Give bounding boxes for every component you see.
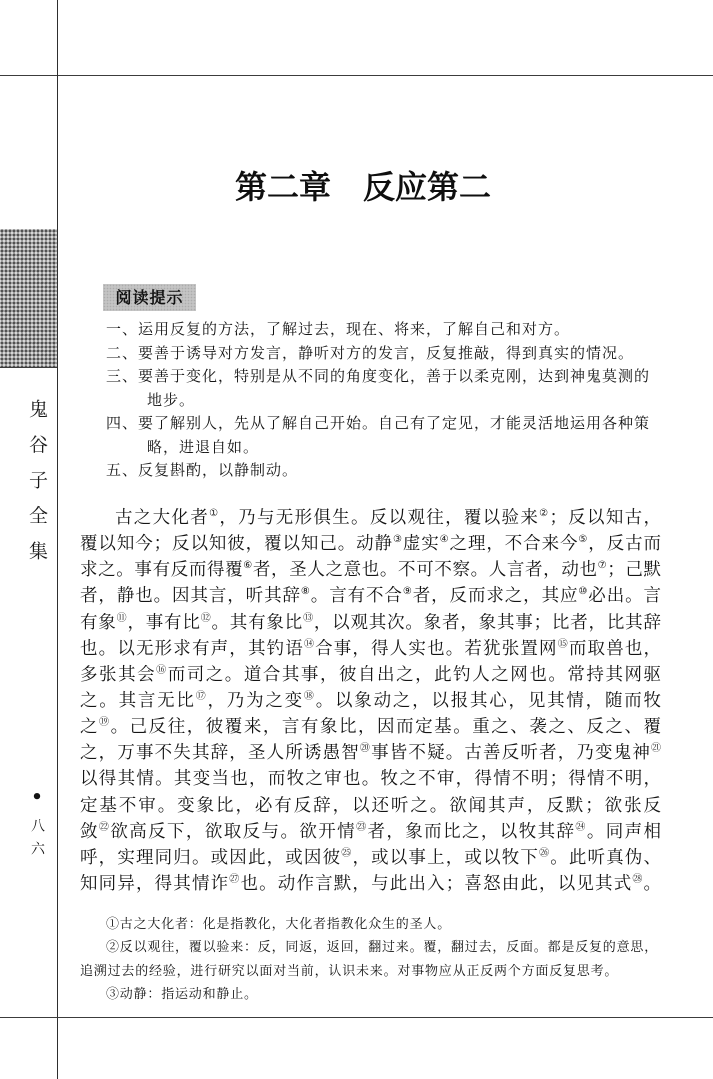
footnote-ref: ㉓ bbox=[356, 821, 368, 833]
reading-tip-item bbox=[106, 342, 686, 366]
footnote-line: ②反以观往，覆以验来：反，同返，返回，翻过来。覆，翻过去，反面。都是反复的意思， bbox=[106, 940, 659, 956]
text-line: 敛$^㉒$欲高反下，欲取反与。欲开情$^㉓$者，象而比之，以牧其辞$^㉔$。同声相 bbox=[80, 821, 662, 842]
text-line: 求之。事有反而得覆⑥者，圣人之意也。不可不察。人言者，动也⑦；己默 bbox=[80, 560, 662, 581]
footnote-ref: ⑥ bbox=[243, 560, 253, 572]
text-line: 之。其言无比⑰，乃为之变⑱。以象动之，以报其心，见其情，随而牧 bbox=[80, 690, 662, 711]
text-line: 之⑲。己反往，彼覆来，言有象比，因而定基。重之、袭之、反之、覆 bbox=[80, 717, 662, 738]
footnote-item bbox=[80, 913, 680, 936]
text-line: 多张其会⑯而司之。道合其事，彼自出之，此钓人之网也。常持其网驱 bbox=[80, 664, 662, 685]
footnote-ref: ㉒ bbox=[98, 821, 111, 833]
footnote-line: ①古之大化者：化是指教化，大化者指教化众生的圣人。 bbox=[106, 917, 452, 932]
reading-tips-label: 阅读提示 bbox=[103, 284, 196, 311]
text-line: 定基不审。变象比，必有反辞，以还听之。欲闻其声，反默；欲张反 bbox=[80, 795, 661, 816]
reading-tip-item bbox=[106, 318, 686, 342]
footnote-ref: ② bbox=[539, 508, 550, 519]
page-number: 八六 bbox=[29, 818, 45, 864]
footnote-ref: ㉖ bbox=[539, 847, 551, 859]
footnote-ref: ⑬ bbox=[303, 612, 314, 624]
footnote-item bbox=[80, 936, 680, 983]
footnote-ref: ⑮ bbox=[557, 638, 569, 650]
footnote-ref: ㉗ bbox=[229, 873, 241, 885]
footnote-ref: ④ bbox=[439, 534, 450, 546]
footnote-ref: ⑲ bbox=[99, 717, 111, 729]
text-line: 覆以知今；反以知彼，覆以知己。动静③虚实④之理，不合来今⑤，反古而 bbox=[80, 534, 662, 555]
reading-tips-list bbox=[106, 318, 686, 483]
side-book-title: 鬼谷子全集 bbox=[26, 399, 48, 577]
reading-tip-continuation: 略，进退自如。 bbox=[147, 437, 260, 456]
footnote-ref: ① bbox=[209, 508, 220, 519]
footnote-ref: ㉔ bbox=[575, 821, 587, 833]
reading-tip-line: 五、反复斟酌，以静制动。 bbox=[106, 461, 299, 479]
footnote-ref: ③ bbox=[392, 534, 403, 546]
footnote-ref: ⑧ bbox=[300, 586, 311, 598]
reading-tip-line: 一、运用反复的方法，了解过去，现在、将来，了解自己和对方。 bbox=[106, 320, 571, 338]
footnote-item bbox=[80, 983, 680, 1006]
halftone-thumb-tab bbox=[0, 229, 57, 368]
footnotes bbox=[80, 913, 680, 1006]
footer-rule bbox=[0, 1017, 713, 1018]
text-line: 也。以无形求有声，其钓语⑭合事，得人实也。若犹张置网⑮而取兽也， bbox=[80, 638, 662, 659]
footnote-ref: ⑪ bbox=[116, 612, 128, 624]
footnote-ref: ⑳ bbox=[359, 743, 372, 755]
footnote-continuation: 追溯过去的经验，进行研究以面对当前，认识未来。对事物应从正反两个方面反复思考。 bbox=[80, 963, 619, 979]
footnote-ref: ⑦ bbox=[597, 560, 608, 572]
footnote-ref: ⑩ bbox=[578, 586, 589, 598]
text-line: 有象⑪，事有比⑫。其有象比⑬，以观其次。象者，象其事；比者，比其辞 bbox=[80, 612, 661, 633]
page-number-bullet: • bbox=[31, 787, 43, 808]
footnote-ref: ⑤ bbox=[578, 534, 589, 546]
footnote-line: ③动静：指运动和静止。 bbox=[106, 986, 258, 1002]
reading-tip-line: 四、要了解别人，先从了解自己开始。自己有了定见，才能灵活地运用各种策 bbox=[106, 414, 651, 432]
footnote-ref: ⑨ bbox=[402, 586, 413, 598]
reading-tip-continuation: 地步。 bbox=[147, 390, 196, 409]
footnote-ref: ⑱ bbox=[303, 690, 316, 702]
margin-rule bbox=[57, 0, 58, 1079]
footnote-ref: ⑫ bbox=[200, 612, 212, 624]
reading-tip-item bbox=[106, 412, 686, 459]
footnote-ref: ㉕ bbox=[341, 847, 353, 859]
text-line: 古之大化者①，乃与无形俱生。反以观往，覆以验来②；反以知古， bbox=[115, 508, 661, 528]
reading-tip-line: 二、要善于诱导对方发言，静听对方的发言，反复推敲，得到真实的情况。 bbox=[106, 343, 635, 362]
reading-tip-item bbox=[106, 365, 686, 412]
text-line: 之，万事不失其辞，圣人所诱愚智⑳事皆不疑。古善反听者，乃变鬼神$^㉑$ bbox=[80, 743, 662, 764]
header-rule bbox=[0, 75, 713, 76]
footnote-ref: ⑰ bbox=[195, 690, 208, 702]
reading-tip-line: 三、要善于变化，特别是从不同的角度变化，善于以柔克刚，达到神鬼莫测的 bbox=[106, 367, 651, 385]
footnote-ref: ⑭ bbox=[303, 638, 316, 650]
chapter-title: 第二章 反应第二 bbox=[235, 168, 492, 206]
footnote-ref: ⑯ bbox=[156, 664, 168, 676]
text-line: 呼，实理同归。或因此，或因彼$^㉕$，或以事上，或以牧下$^㉖$。此听真伪、 bbox=[80, 847, 662, 868]
reading-tip-item bbox=[106, 459, 686, 483]
footnote-ref: ㉘ bbox=[632, 873, 644, 885]
main-text bbox=[80, 505, 661, 897]
text-line: 知同异，得其情诈$^㉗$也。动作言默，与此出入；喜怒由此，以见其式$^㉘$。 bbox=[80, 873, 662, 894]
text-line: 以得其情。其变当也，而牧之审也。牧之不审，得情不明；得情不明， bbox=[80, 769, 661, 790]
text-line: 者，静也。因其言，听其辞⑧。言有不合⑨者，反而求之，其应⑩必出。言 bbox=[80, 586, 662, 607]
footnote-ref: ㉑ bbox=[651, 743, 662, 755]
